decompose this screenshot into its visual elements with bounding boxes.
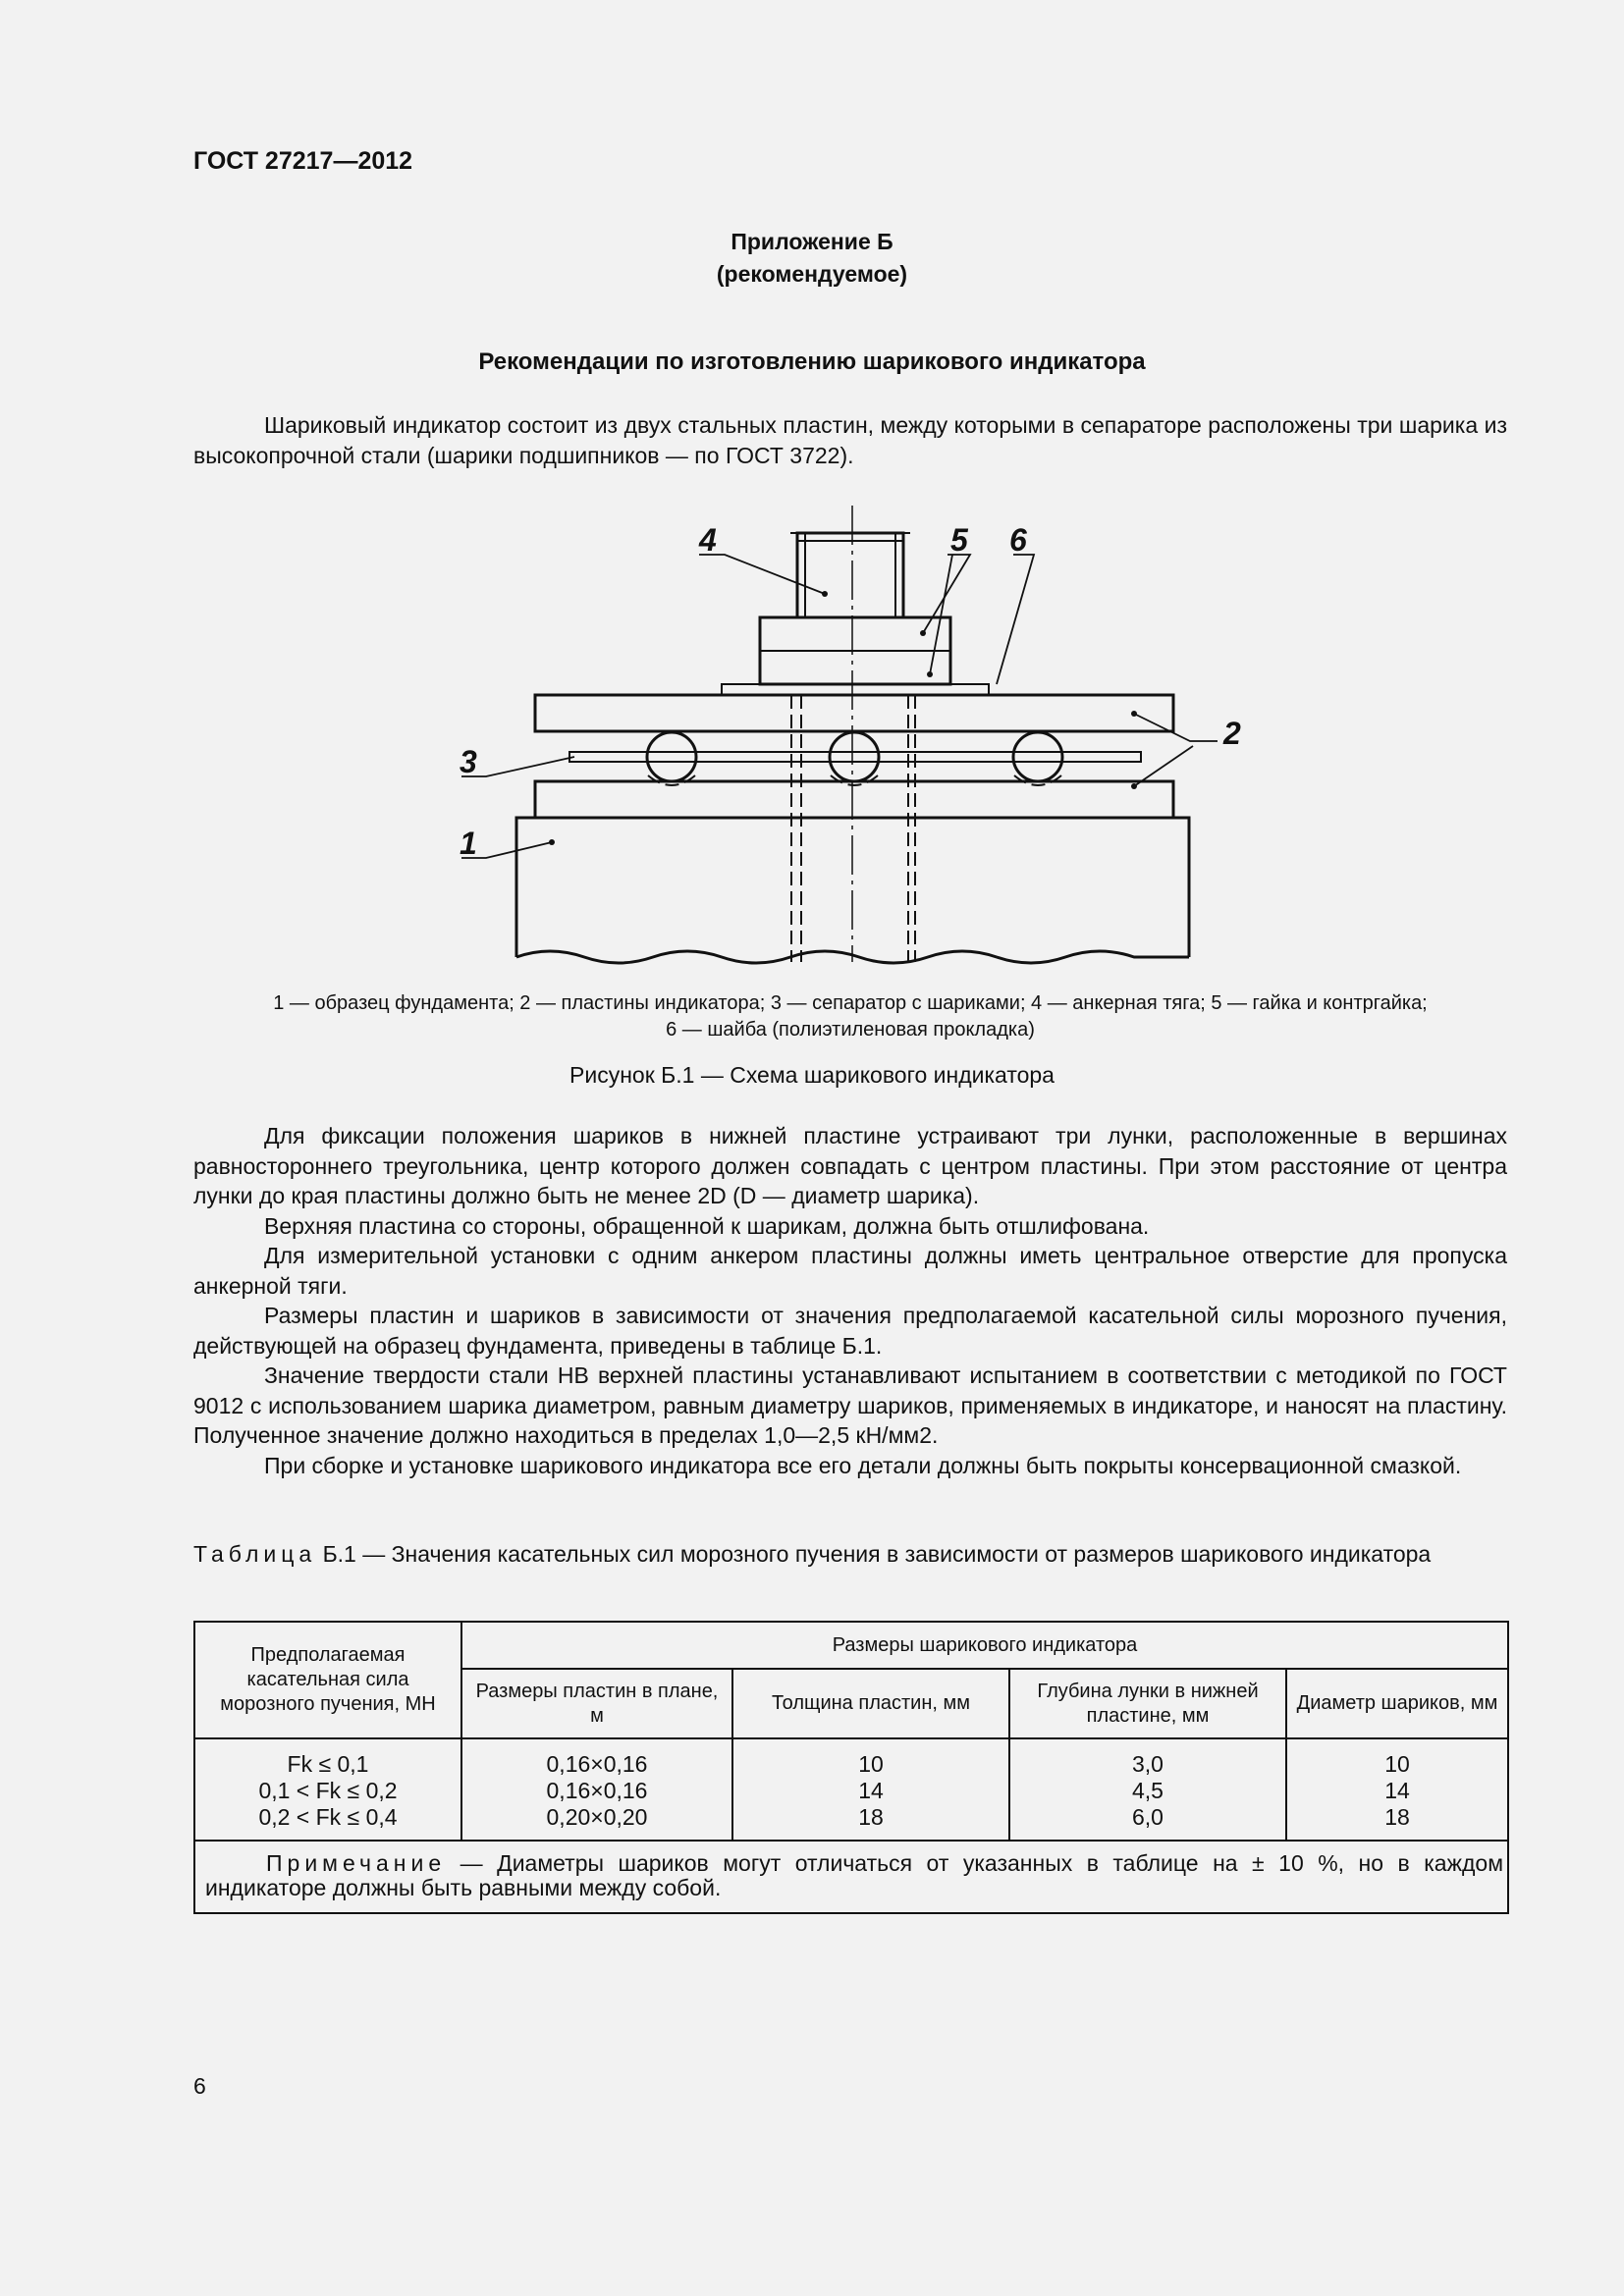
table-caption — [193, 1539, 1507, 1570]
body-paragraph-4: Размеры пластин и шариков в зависимости от значения предполагаемой касательной силы морозного пучения, действующей на образец фундамента, приведены в таблице Б.1. — [193, 1303, 1507, 1359]
table-cell: 3,0 — [1132, 1751, 1164, 1777]
table-note-text: — Диаметры шариков могут отличаться от указанных в таблице на ± 10 %, но в каждом индикаторе должны быть равными между собой. — [205, 1850, 1504, 1900]
data-table — [193, 1621, 1509, 1914]
intro-paragraph: Шариковый индикатор состоит из двух стальных пластин, между которыми в сепараторе расположены три шарика из высокопрочной стали (шарики подшипников — по ГОСТ 3722). — [193, 412, 1507, 468]
annex-title: Приложение Б — [731, 229, 893, 254]
page-number: 6 — [193, 2073, 206, 2099]
figure-label-3: 3 — [460, 744, 477, 779]
table-col-diameter — [1286, 1738, 1508, 1841]
table-cell: 18 — [1384, 1804, 1410, 1830]
table-header-group: Размеры шарикового индикатора — [461, 1622, 1508, 1669]
table-header-force: Предполагаемая касательная сила морозного пучения, МН — [194, 1622, 461, 1738]
upper-plate — [535, 695, 1173, 731]
body-text — [193, 1121, 1507, 1480]
table-col-depth — [1009, 1738, 1286, 1841]
body-paragraph-5: Значение твердости стали HB верхней пластины устанавливают испытанием в соответствии с методикой по ГОСТ 9012 с использованием шарика диаметром, равным диаметру шариков, применяемых в индикаторе, и наносят на пластину. Полученное значение должно находиться в пределах 1,0—2,5 кН/мм2. — [193, 1362, 1507, 1448]
table-col-plan — [461, 1738, 732, 1841]
table-col-force — [194, 1738, 461, 1841]
table-cell: 0,1 < Fk ≤ 0,2 — [258, 1778, 398, 1803]
table-caption-label: Таблица — [193, 1541, 317, 1567]
table-cell: 14 — [858, 1778, 884, 1803]
ball-right — [1013, 732, 1062, 781]
table-header-plan: Размеры пластин в плане, м — [461, 1669, 732, 1738]
table-header-thickness: Толщина пластин, мм — [732, 1669, 1009, 1738]
table-cell: 0,16×0,16 — [546, 1778, 648, 1803]
table-header-depth: Глубина лунки в нижней пластине, мм — [1009, 1669, 1286, 1738]
figure-label-4: 4 — [699, 522, 717, 558]
lower-plate — [535, 781, 1173, 818]
table-cell: Fk ≤ 0,1 — [287, 1751, 369, 1777]
body-paragraph-6: При сборке и установке шарикового индикатора все его детали должны быть покрыты консервационной смазкой. — [264, 1452, 1462, 1478]
document-header: ГОСТ 27217—2012 — [193, 147, 413, 175]
table-caption-text: Б.1 — Значения касательных сил морозного пучения в зависимости от размеров шарикового индикатора — [322, 1541, 1432, 1567]
washer — [722, 684, 989, 695]
figure-label-1: 1 — [460, 826, 477, 861]
figure-legend-line-2: 6 — шайба (полиэтиленовая прокладка) — [666, 1019, 1035, 1041]
table-header-diameter: Диаметр шариков, мм — [1286, 1669, 1508, 1738]
anchor-rod — [797, 533, 903, 617]
table-col-thickness — [732, 1738, 1009, 1841]
figure-legend — [193, 990, 1507, 1043]
table-note — [194, 1841, 1508, 1913]
table-cell: 6,0 — [1132, 1804, 1164, 1830]
table-cell: 10 — [1384, 1751, 1410, 1777]
section-title: Рекомендации по изготовлению шарикового индикатора — [478, 348, 1146, 375]
ball-left — [647, 732, 696, 781]
table-note-label: Примечание — [266, 1850, 447, 1876]
table-cell: 0,20×0,20 — [546, 1804, 648, 1830]
figure-legend-line-1: 1 — образец фундамента; 2 — пластины индикатора; 3 — сепаратор с шариками; 4 — анкерная тяга; 5 — гайка и контргайка; — [273, 992, 1428, 1014]
table-cell: 0,16×0,16 — [546, 1751, 648, 1777]
figure-caption: Рисунок Б.1 — Схема шарикового индикатора — [569, 1062, 1055, 1088]
figure-label-2: 2 — [1223, 716, 1241, 751]
figure-label-5: 5 — [950, 522, 968, 558]
separator — [569, 752, 1141, 762]
annex-heading — [0, 226, 1624, 291]
ball-center — [830, 732, 879, 781]
ball-indicator-diagram — [412, 496, 1241, 967]
table-cell: 0,2 < Fk ≤ 0,4 — [258, 1804, 398, 1830]
body-paragraph-3: Для измерительной установки с одним анкером пластины должны иметь центральное отверстие для пропуска анкерной тяги. — [193, 1243, 1507, 1299]
table-cell: 10 — [858, 1751, 884, 1777]
table-cell: 4,5 — [1132, 1778, 1164, 1803]
figure-label-6: 6 — [1009, 522, 1027, 558]
table-cell: 18 — [858, 1804, 884, 1830]
table-cell: 14 — [1384, 1778, 1410, 1803]
body-paragraph-2: Верхняя пластина со стороны, обращенной к шарикам, должна быть отшлифована. — [264, 1212, 1150, 1239]
annex-status: (рекомендуемое) — [716, 261, 908, 287]
body-paragraph-1: Для фиксации положения шариков в нижней пластине устраивают три лунки, расположенные в вершинах равностороннего треугольника, центр которого должен совпадать с центром пластины. При этом расстояние от центра лунки до края пластины должно быть не менее 2D (D — диаметр шарика). — [193, 1123, 1507, 1208]
